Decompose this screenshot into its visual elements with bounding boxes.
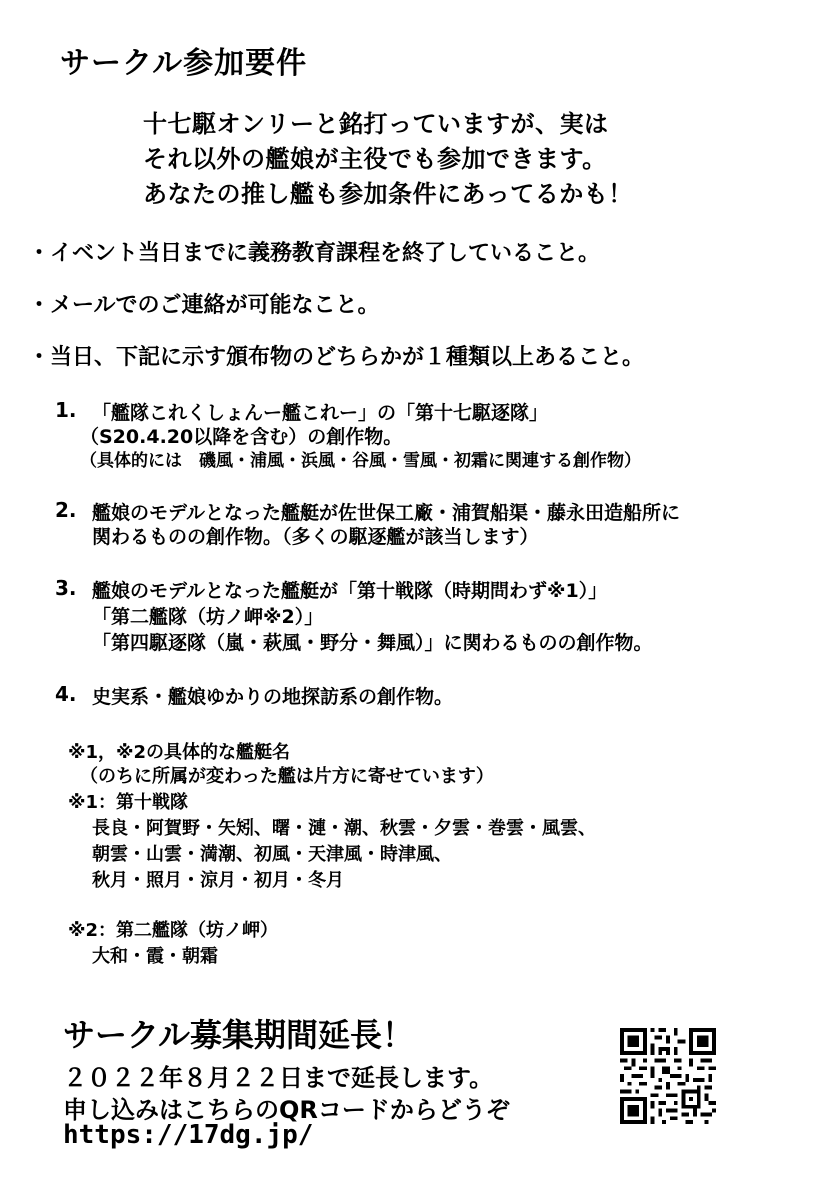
footer-heading: サークル募集期間延長！ xyxy=(63,1016,415,1054)
item-line: 「第二艦隊（坊ノ岬※2）」 xyxy=(92,606,324,628)
qr-code-icon[interactable] xyxy=(620,1028,716,1124)
footer-qr-line: 申し込みはこちらのQRコードからどうぞ xyxy=(63,1096,510,1124)
item-line: 艦娘のモデルとなった艦艇が佐世保工廠・浦賀船渠・藤永田造船所に xyxy=(92,502,681,524)
notes-heading: ※1，※2の具体的な艦艇名 xyxy=(68,742,291,763)
item-line: 艦娘のモデルとなった艦艇が「第十戦隊（時期問わず※1）」 xyxy=(92,580,608,602)
intro-line: あなたの推し艦も参加条件にあってるかも！ xyxy=(143,180,633,208)
notes-subheading: （のちに所属が変わった艦は片方に寄せています） xyxy=(80,766,494,787)
item-line: 「第四駆逐隊（嵐・萩風・野分・舞風）」に関わるものの創作物。 xyxy=(92,632,653,654)
page-title: サークル参加要件 xyxy=(60,46,308,81)
intro-line: それ以外の艦娘が主役でも参加できます。 xyxy=(143,145,607,173)
item-line: 「艦隊これくしょんー艦これー」の「第十七駆逐隊」 xyxy=(92,402,549,424)
requirement-item: ・イベント当日までに義務教育課程を終了していること。 xyxy=(28,241,601,266)
item-number: 3. xyxy=(55,576,77,600)
requirement-item: ・当日、下記に示す頒布物のどちらかが１種類以上あること。 xyxy=(28,345,645,370)
item-number: 4. xyxy=(55,682,77,706)
note1-line: 秋月・照月・涼月・初月・冬月 xyxy=(92,870,344,891)
item-line: 史実系・艦娘ゆかりの地探訪系の創作物。 xyxy=(92,686,454,708)
item-number: 2. xyxy=(55,498,77,522)
note1-line: 長良・阿賀野・矢矧、曙・漣・潮、秋雲・夕雲・巻雲・風雲、 xyxy=(92,818,596,839)
footer-date-line: ２０２２年８月２２日まで延長します。 xyxy=(63,1064,494,1092)
note2-line: 大和・霞・朝霜 xyxy=(92,946,218,967)
item-line: （具体的には 磯風・浦風・浜風・谷風・雪風・初霜に関連する創作物） xyxy=(80,451,641,471)
item-number: 1. xyxy=(55,398,77,422)
note2-label: ※2：第二艦隊（坊ノ岬） xyxy=(68,920,279,941)
item-line: 関わるものの創作物。（多くの駆逐艦が該当します） xyxy=(92,526,539,548)
footer-url-link[interactable]: https://17dg.jp/ xyxy=(63,1120,314,1150)
intro-line: 十七駆オンリーと銘打っていますが、実は xyxy=(143,110,609,138)
note1-label: ※1：第十戦隊 xyxy=(68,792,189,813)
requirement-item: ・メールでのご連絡が可能なこと。 xyxy=(28,293,380,318)
item-line: （S20.4.20以降を含む）の創作物。 xyxy=(80,426,403,448)
note1-line: 朝雲・山雲・満潮、初風・天津風・時津風、 xyxy=(92,844,452,865)
